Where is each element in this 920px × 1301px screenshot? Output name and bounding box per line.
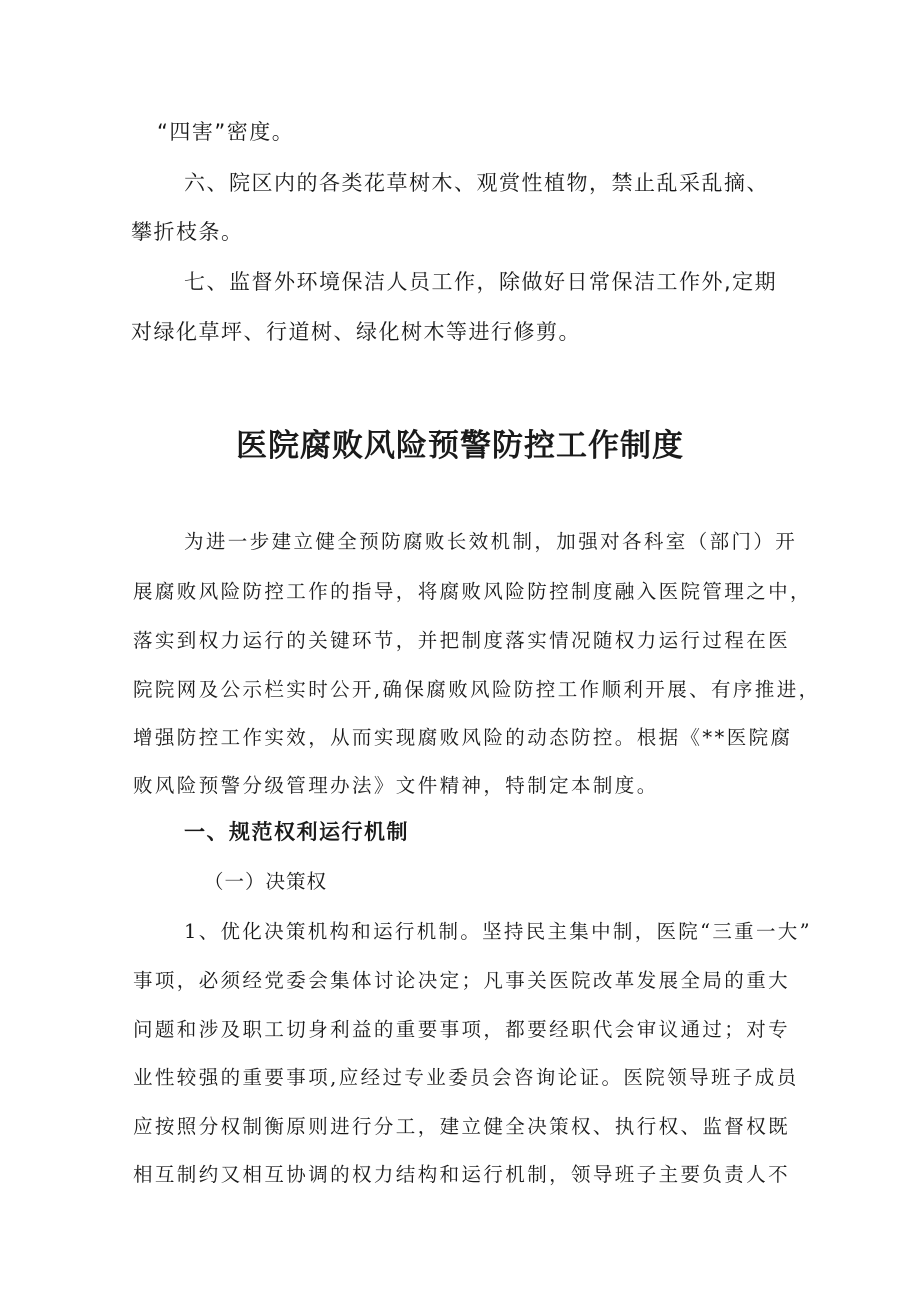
- text-line: 1、优化决策机构和运行机制。坚持民主集中制，医院“三重一大”: [184, 920, 812, 943]
- text-line: 为进一步建立健全预防腐败长效机制，加强对各科室（部门）开: [184, 530, 798, 553]
- text-line: 七、监督外环境保洁人员工作，除做好日常保洁工作外,定期: [184, 270, 778, 294]
- text-line: 事项，必须经党委会集体讨论决定；凡事关医院改革发展全局的重大: [133, 969, 791, 992]
- text-line: 对绿化草坪、行道树、绿化树木等进行修剪。: [131, 320, 581, 344]
- text-line: 攀折枝条。: [131, 220, 244, 244]
- text-line: 败风险预警分级管理办法》文件精神，特制定本制度。: [133, 774, 659, 797]
- section-heading: 一、规范权利运行机制: [184, 820, 409, 844]
- text-line: 业性较强的重要事项,应经过专业委员会咨询论证。医院领导班子成员: [133, 1066, 799, 1089]
- text-line: 增强防控工作实效，从而实现腐败风险的动态防控。根据《**医院腐: [133, 726, 793, 749]
- page-title: 医院腐败风险预警防控工作制度: [236, 428, 684, 464]
- subsection-heading: （一）决策权: [204, 870, 328, 893]
- text-line: “四害”密度。: [157, 120, 295, 144]
- text-line: 展腐败风险防控工作的指导，将腐败风险防控制度融入医院管理之中，: [133, 580, 812, 603]
- text-line: 院院网及公示栏实时公开,确保腐败风险防控工作顺利开展、有序推进，: [133, 678, 821, 701]
- text-line: 六、院区内的各类花草树木、观赏性植物，禁止乱采乱摘、: [184, 171, 769, 195]
- text-line: 应按照分权制衡原则进行分工，建立健全决策权、执行权、监督权既: [133, 1115, 791, 1138]
- text-line: 落实到权力运行的关键环节，并把制度落实情况随权力运行过程在医: [133, 629, 791, 652]
- text-line: 相互制约又相互协调的权力结构和运行机制，领导班子主要负责人不: [133, 1163, 791, 1186]
- text-line: 问题和涉及职工切身利益的重要事项，都要经职代会审议通过；对专: [133, 1018, 791, 1041]
